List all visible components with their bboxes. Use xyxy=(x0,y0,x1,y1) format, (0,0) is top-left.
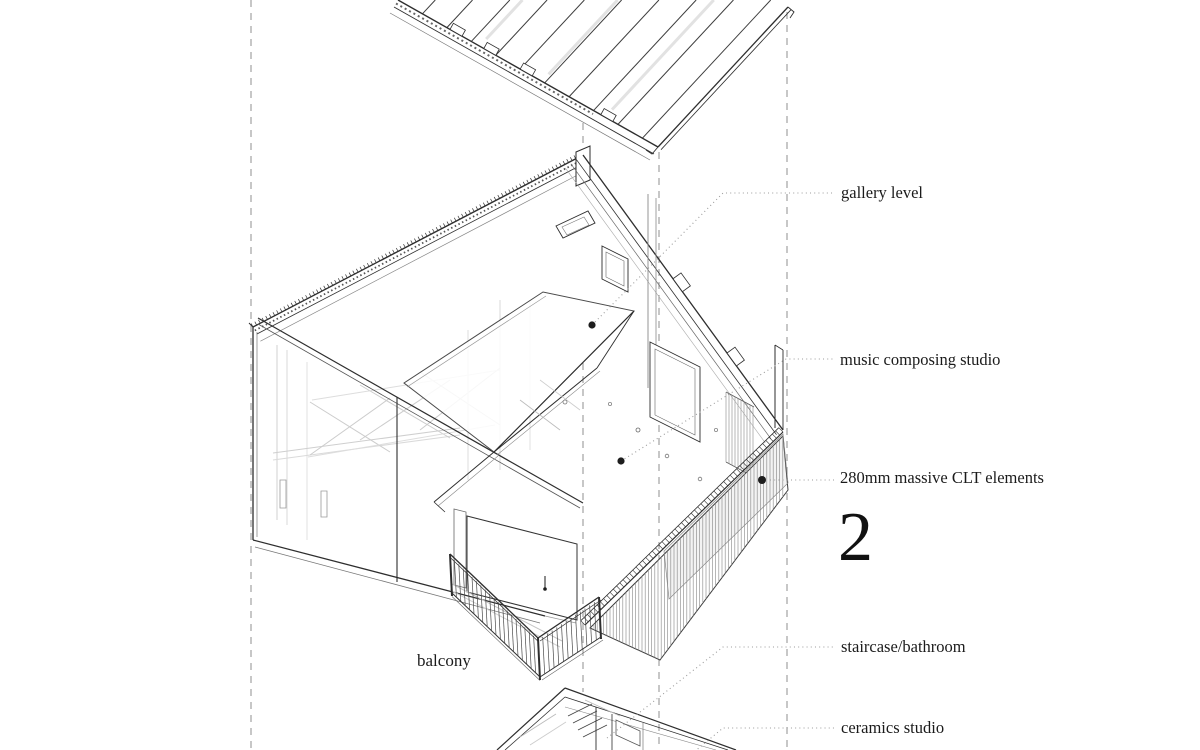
roof-element xyxy=(390,0,794,160)
balcony-structure xyxy=(450,509,603,681)
label-balcony: balcony xyxy=(417,651,471,670)
label-ceramics-studio: ceramics studio xyxy=(841,718,945,737)
label-gallery-level: gallery level xyxy=(841,183,924,202)
label-staircase: staircase/bathroom xyxy=(841,637,966,656)
lower-level-body xyxy=(497,688,736,750)
label-clt-elements: 280mm massive CLT elements xyxy=(840,468,1044,487)
level-number: 2 xyxy=(838,499,873,576)
label-music-studio: music composing studio xyxy=(840,350,1001,369)
